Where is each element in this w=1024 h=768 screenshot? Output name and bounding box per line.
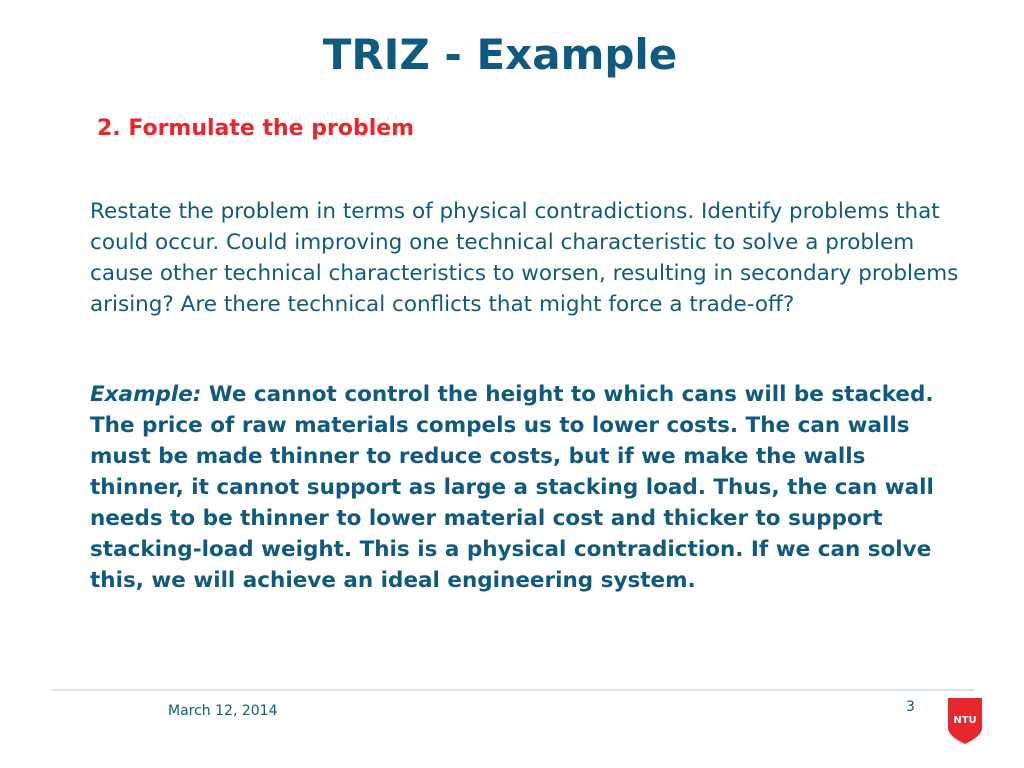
page-number: 3 bbox=[906, 699, 915, 715]
slide-subtitle: 2. Formulate the problem bbox=[97, 116, 415, 141]
logo-text: NTU bbox=[953, 715, 977, 726]
example-text: We cannot control the height to which cans will be stacked. The price of raw materials compels us to lower costs. The can walls must be made thinner to reduce costs, but if we make the walls thinner, it cannot support as large a stacking load. Thus, the can wall needs to be thinner to lower material cost and thicker to support stacking-load weight. This is a physical contradiction. If we can solve this, we will achieve an ideal engineering system. bbox=[90, 382, 934, 593]
footer-date: March 12, 2014 bbox=[168, 703, 278, 719]
example-label: Example: bbox=[90, 382, 202, 407]
example-paragraph bbox=[90, 379, 960, 596]
ntu-logo-icon bbox=[948, 698, 982, 744]
footer-divider bbox=[52, 689, 974, 691]
body-paragraph: Restate the problem in terms of physical contradictions. Identify problems that could occur. Could improving one technical characteristic to solve a problem cause other technical characteristics to worsen, resulting in secondary problems arising? Are there technical conflicts that might force a trade-off? bbox=[90, 199, 959, 317]
slide-title: TRIZ - Example bbox=[322, 30, 678, 79]
